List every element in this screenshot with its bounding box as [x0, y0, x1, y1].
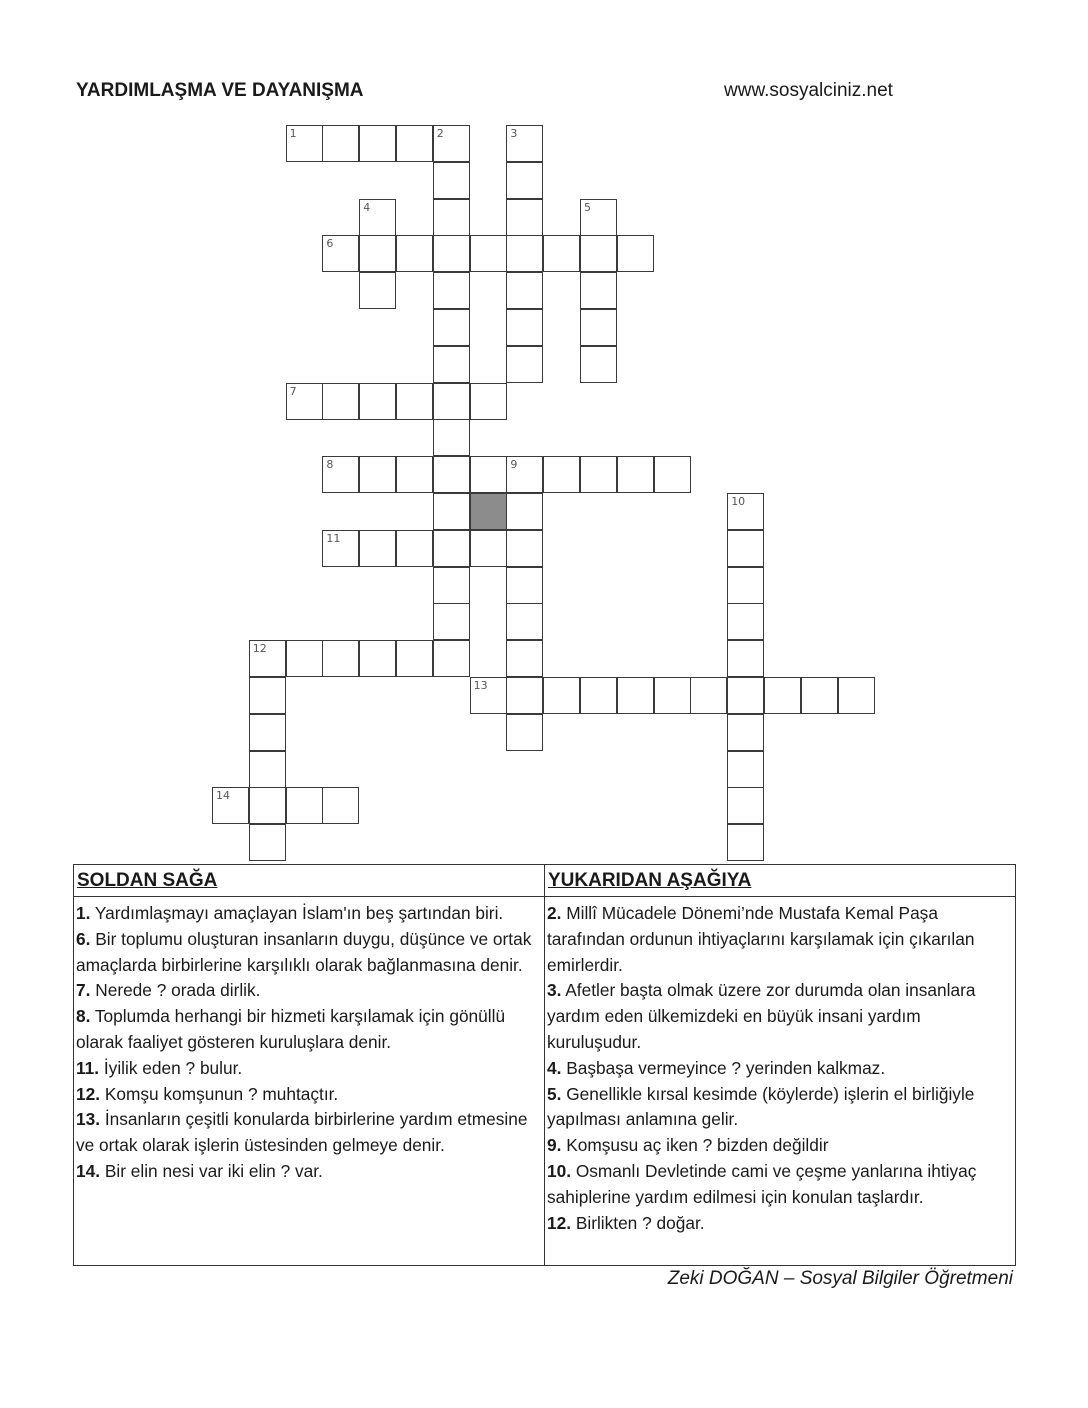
- crossword-cell[interactable]: [359, 125, 396, 162]
- crossword-cell[interactable]: [396, 530, 433, 567]
- crossword-cell[interactable]: [433, 346, 470, 383]
- down-column: [545, 865, 1015, 1265]
- clue-number: 6: [326, 237, 334, 251]
- across-heading: SOLDAN SAĞA: [74, 865, 544, 897]
- clue-number: 4: [363, 200, 371, 214]
- crossword-cell[interactable]: [580, 272, 617, 309]
- clue-number: 5: [584, 200, 591, 214]
- crossword-cell[interactable]: [433, 603, 470, 640]
- crossword-cell[interactable]: [506, 199, 543, 236]
- crossword-cell[interactable]: [396, 383, 433, 420]
- clue-item-text: Bir elin nesi var iki elin ? var.: [100, 1160, 323, 1181]
- clue-number: 3: [510, 127, 518, 140]
- crossword-cell[interactable]: [617, 677, 654, 714]
- crossword-cell[interactable]: [396, 125, 433, 162]
- crossword-cell[interactable]: [506, 714, 543, 751]
- clue-item-number: 6.: [76, 928, 91, 949]
- clue-number: 9: [510, 458, 518, 472]
- clue-item-number: 7.: [76, 980, 91, 1001]
- clue-item-number: 13.: [76, 1109, 101, 1130]
- clue-item: [76, 1082, 541, 1108]
- crossword-cell[interactable]: [580, 309, 617, 346]
- crossword-cell[interactable]: [396, 640, 433, 677]
- clue-item-number: 1.: [76, 903, 91, 923]
- crossword-cell[interactable]: [727, 751, 764, 788]
- clue-item-number: 11.: [76, 1057, 100, 1078]
- crossword-cell[interactable]: [470, 383, 507, 420]
- clue-item: [76, 927, 541, 979]
- crossword-cell[interactable]: [727, 787, 764, 824]
- clue-number: 8: [326, 458, 334, 472]
- crossword-cell[interactable]: [249, 677, 286, 714]
- crossword-cell[interactable]: [543, 677, 580, 714]
- clue-item-number: 10.: [547, 1160, 572, 1181]
- clue-item-text: Komşusu aç iken ? bizden değildir: [561, 1135, 829, 1156]
- crossword-cell[interactable]: [727, 677, 764, 714]
- crossword-cell[interactable]: [322, 456, 359, 493]
- crossword-cell[interactable]: [580, 346, 617, 383]
- crossword-cell[interactable]: [506, 456, 543, 493]
- clue-number: 1: [289, 127, 297, 140]
- crossword-cell[interactable]: [359, 640, 396, 677]
- crossword-cell[interactable]: [470, 677, 507, 714]
- clue-item: [547, 1211, 1012, 1237]
- crossword-cell[interactable]: [690, 677, 727, 714]
- crossword-cell[interactable]: [543, 456, 580, 493]
- clue-item: [76, 978, 541, 1004]
- clue-item-text: Yardımlaşmayı amaçlayan İslam'ın beş şartından biri.: [90, 903, 504, 923]
- clues-table: [73, 864, 1016, 1266]
- crossword-cell[interactable]: [506, 567, 543, 604]
- crossword-cell[interactable]: [801, 677, 838, 714]
- crossword-cell[interactable]: [322, 235, 359, 272]
- crossword-cell[interactable]: [286, 640, 323, 677]
- crossword-cell[interactable]: [727, 530, 764, 567]
- crossword-cell[interactable]: [506, 530, 543, 567]
- clue-number: 11: [326, 531, 341, 545]
- crossword-cell[interactable]: [249, 714, 286, 751]
- crossword-cell[interactable]: [506, 125, 543, 162]
- crossword-cell[interactable]: [359, 235, 396, 272]
- clue-item-text: Başbaşa vermeyince ? yerinden kalkmaz.: [561, 1057, 886, 1078]
- clue-item: [76, 1004, 541, 1056]
- clue-item: [547, 978, 1012, 1055]
- clue-item-number: 12.: [76, 1083, 101, 1104]
- crossword-cell[interactable]: [727, 640, 764, 677]
- clue-item-text: Osmanlı Devletinde cami ve çeşme yanlarına ihtiyaç sahiplerine yardım edilmesi için konulan taşlardır.: [547, 1160, 977, 1207]
- crossword-cell[interactable]: [322, 787, 359, 824]
- clue-number: 12: [252, 642, 267, 656]
- crossword-cell[interactable]: [322, 640, 359, 677]
- clue-item-number: 8.: [76, 1006, 91, 1027]
- clue-item-text: Birlikten ? doğar.: [571, 1212, 705, 1233]
- crossword-cell[interactable]: [764, 677, 801, 714]
- crossword-cell[interactable]: [470, 235, 507, 272]
- crossword-cell[interactable]: [470, 456, 507, 493]
- crossword-cell[interactable]: [580, 235, 617, 272]
- clue-item-text: Nerede ? orada dirlik.: [90, 980, 261, 1001]
- clue-item-text: Komşu komşunun ? muhtaçtır.: [100, 1083, 339, 1104]
- clue-item-number: 9.: [547, 1135, 562, 1156]
- crossword-cell[interactable]: [727, 824, 764, 861]
- website-url: www.sosyalciniz.net: [724, 80, 893, 101]
- crossword-cell[interactable]: [506, 677, 543, 714]
- crossword-cell[interactable]: [580, 199, 617, 236]
- crossword-cell[interactable]: [506, 346, 543, 383]
- clue-number: 2: [436, 127, 444, 140]
- crossword-cell[interactable]: [727, 603, 764, 640]
- down-clue-list: [545, 897, 1015, 1236]
- crossword-cell[interactable]: [654, 677, 691, 714]
- clue-item-text: Afetler başta olmak üzere zor durumda olan insanlara yardım eden ülkemizdeki en büyük insani yardım kuruluşudur.: [547, 980, 976, 1052]
- crossword-cell[interactable]: [286, 125, 323, 162]
- crossword-cell[interactable]: [322, 530, 359, 567]
- crossword-cell[interactable]: [580, 677, 617, 714]
- crossword-cell[interactable]: [359, 383, 396, 420]
- crossword-cell[interactable]: [433, 125, 470, 162]
- across-column: [74, 865, 545, 1265]
- clue-item-text: İnsanların çeşitli konularda birbirlerine yardım etmesine ve ortak olarak işlerin üstesinden gelmeye denir.: [76, 1109, 528, 1156]
- clue-item-number: 3.: [547, 980, 562, 1001]
- clue-item-text: İyilik eden ? bulur.: [99, 1057, 243, 1078]
- crossword-cell[interactable]: [617, 235, 654, 272]
- crossword-cell[interactable]: [433, 456, 470, 493]
- crossword-cell[interactable]: [654, 456, 691, 493]
- clue-number: 13: [473, 679, 488, 692]
- clue-item: [547, 1082, 1012, 1134]
- clue-item: [547, 1133, 1012, 1159]
- crossword-cell[interactable]: [727, 567, 764, 604]
- crossword-cell[interactable]: [543, 235, 580, 272]
- crossword-cell[interactable]: [359, 199, 396, 236]
- clue-number: 7: [289, 384, 297, 398]
- crossword-cell[interactable]: [322, 383, 359, 420]
- crossword-cell[interactable]: [433, 309, 470, 346]
- clue-item-number: 12.: [547, 1212, 572, 1233]
- crossword-cell[interactable]: [506, 603, 543, 640]
- crossword-cell[interactable]: [396, 235, 433, 272]
- crossword-cell[interactable]: [433, 235, 470, 272]
- clue-item-number: 4.: [547, 1057, 562, 1078]
- down-heading: YUKARIDAN AŞAĞIYA: [545, 865, 1015, 897]
- crossword-cell[interactable]: [433, 640, 470, 677]
- crossword-cell[interactable]: [727, 714, 764, 751]
- crossword-cell[interactable]: [249, 751, 286, 788]
- crossword-cell[interactable]: [433, 383, 470, 420]
- crossword-cell[interactable]: [506, 309, 543, 346]
- clue-item-text: Millî Mücadele Dönemi’nde Mustafa Kemal Paşa tarafından ordunun ihtiyaçlarını karşılamak için çıkarılan emirlerdir.: [547, 903, 975, 975]
- clue-item-text: Genellikle kırsal kesimde (köylerde) işlerin el birliğiyle yapılması anlamına gelir.: [547, 1083, 975, 1130]
- clue-item: [76, 1159, 541, 1185]
- crossword-cell[interactable]: [506, 272, 543, 309]
- blocked-cell: [470, 493, 507, 530]
- crossword-cell[interactable]: [359, 456, 396, 493]
- across-clue-list: [74, 897, 544, 1185]
- crossword-cell[interactable]: [506, 162, 543, 199]
- crossword-cell[interactable]: [433, 530, 470, 567]
- clue-item: [76, 1107, 541, 1159]
- clue-item: [76, 1056, 541, 1082]
- crossword-cell[interactable]: [322, 125, 359, 162]
- crossword-cell[interactable]: [433, 493, 470, 530]
- crossword-cell[interactable]: [433, 567, 470, 604]
- crossword-cell[interactable]: [838, 677, 875, 714]
- clue-item: [547, 901, 1012, 978]
- crossword-cell[interactable]: [470, 530, 507, 567]
- clue-number: 10: [731, 495, 746, 508]
- crossword-cell[interactable]: [506, 493, 543, 530]
- crossword-cell[interactable]: [433, 419, 470, 456]
- crossword-cell[interactable]: [359, 530, 396, 567]
- crossword-cell[interactable]: [727, 493, 764, 530]
- crossword-cell[interactable]: [249, 824, 286, 861]
- crossword-cell[interactable]: [433, 272, 470, 309]
- clue-number: 14: [216, 789, 230, 803]
- clue-item: [76, 901, 541, 927]
- crossword-cell[interactable]: [249, 787, 286, 824]
- crossword-cell[interactable]: [506, 640, 543, 677]
- crossword-cell[interactable]: [359, 272, 396, 309]
- crossword-cell[interactable]: [249, 640, 286, 677]
- clue-item-number: 14.: [76, 1160, 101, 1181]
- clue-item-number: 2.: [547, 903, 562, 923]
- crossword-cell[interactable]: [617, 456, 654, 493]
- clue-item-text: Toplumda herhangi bir hizmeti karşılamak için gönüllü olarak faaliyet gösteren kuruluşlara denir.: [76, 1006, 506, 1052]
- crossword-cell[interactable]: [212, 787, 249, 824]
- clue-item: [547, 1056, 1012, 1082]
- crossword-cell[interactable]: [580, 456, 617, 493]
- crossword-cell[interactable]: [433, 199, 470, 236]
- crossword-cell[interactable]: [396, 456, 433, 493]
- clue-item: [547, 1159, 1012, 1211]
- crossword-cell[interactable]: [433, 162, 470, 199]
- crossword-cell[interactable]: [286, 787, 323, 824]
- author-credit: Zeki DOĞAN – Sosyal Bilgiler Öğretmeni: [667, 1268, 1013, 1289]
- page-title: YARDIMLAŞMA VE DAYANIŞMA: [76, 80, 364, 101]
- crossword-cell[interactable]: [506, 235, 543, 272]
- crossword-cell[interactable]: [286, 383, 323, 420]
- clue-item-number: 5.: [547, 1083, 562, 1104]
- clue-item-text: Bir toplumu oluşturan insanların duygu, düşünce ve ortak amaçlarda birbirlerine karşılıklı olarak bağlanmasına denir.: [76, 928, 532, 975]
